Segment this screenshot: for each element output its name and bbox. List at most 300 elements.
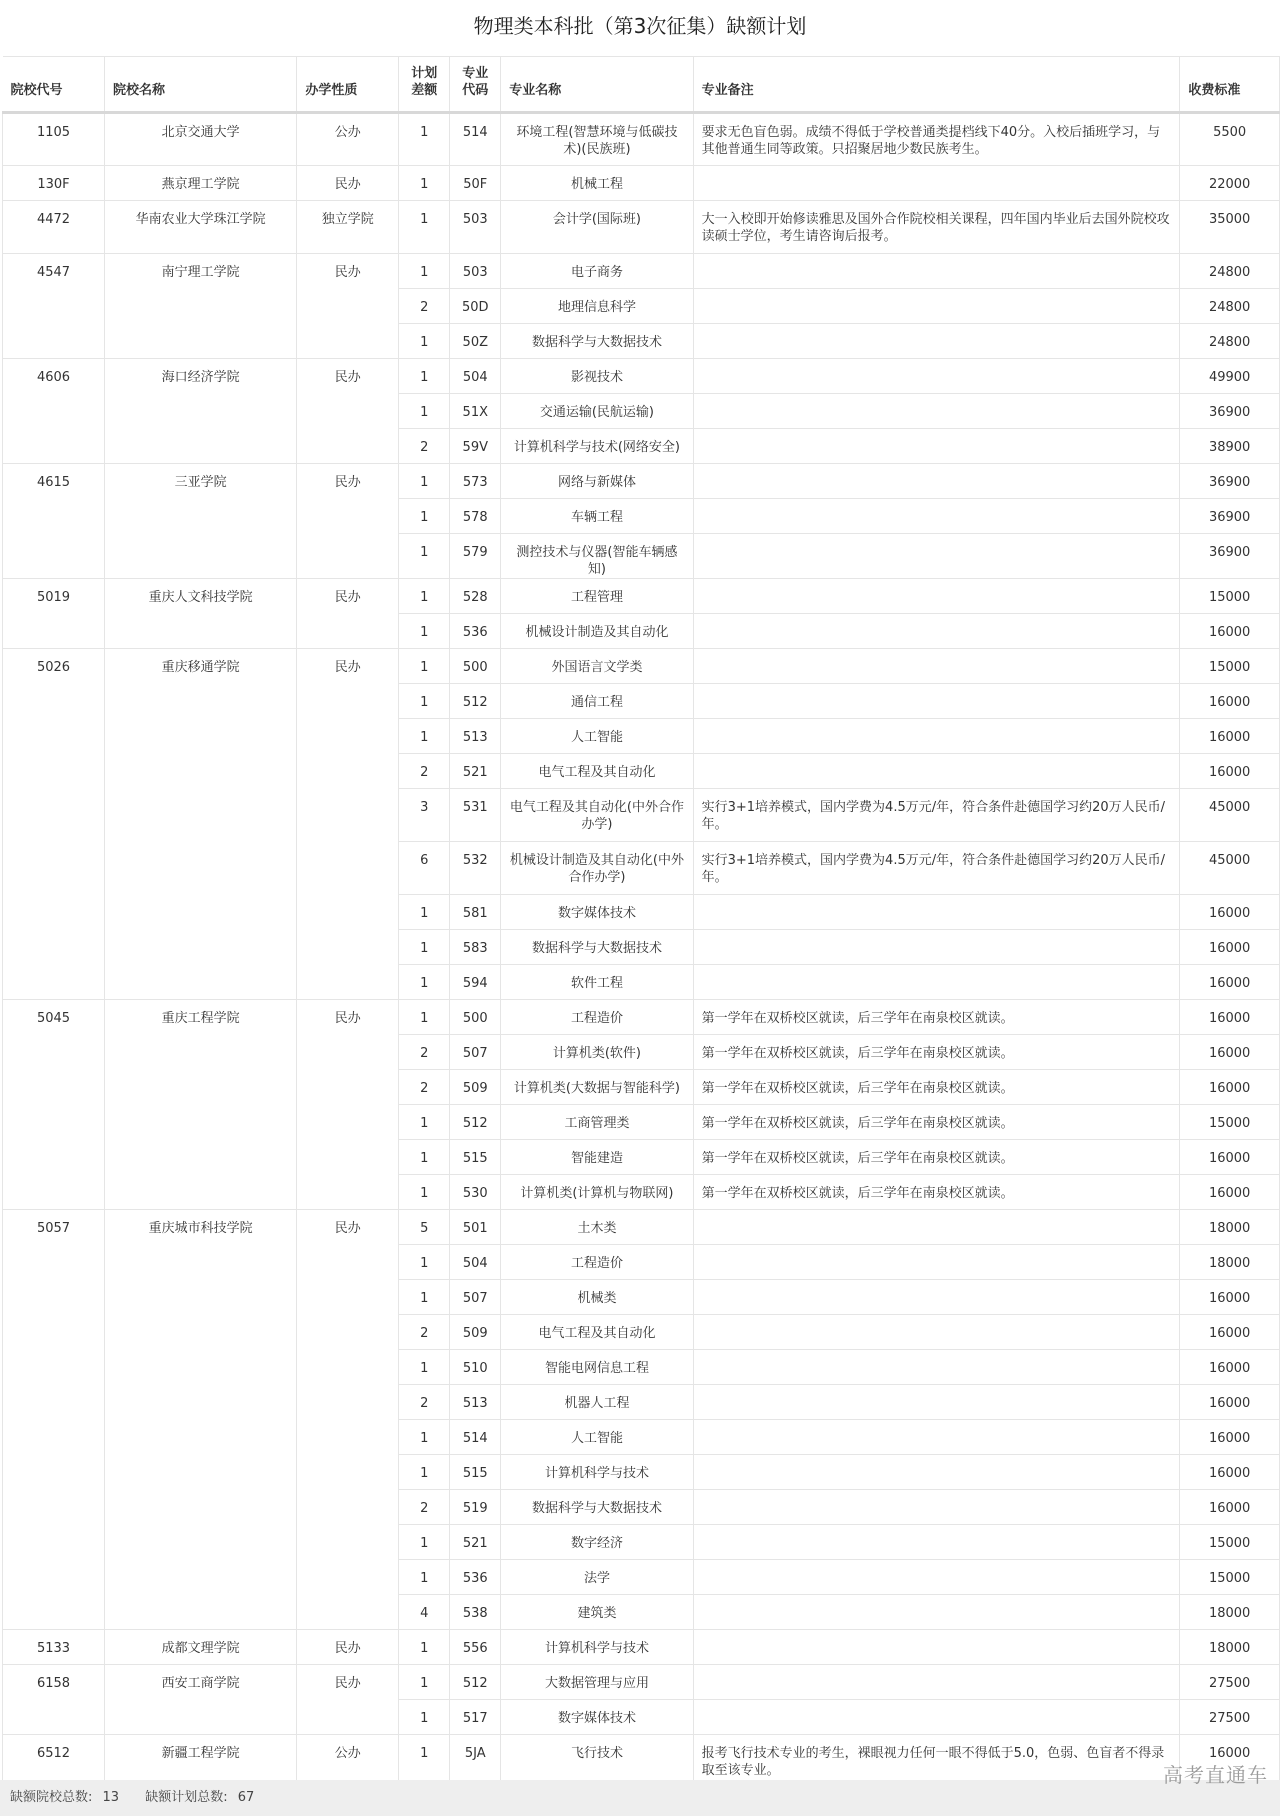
plan-diff: 1 — [420, 1186, 429, 1201]
major-name: 网络与新媒体 — [557, 475, 636, 490]
major-name: 外国语言文学类 — [551, 660, 643, 675]
fee: 16000 — [1208, 695, 1251, 710]
major-name-cell — [501, 895, 693, 930]
fee-cell — [1180, 579, 1280, 614]
major-name: 人工智能 — [570, 1431, 623, 1446]
major-note — [702, 965, 1172, 975]
major-name: 电气工程及其自动化 — [538, 1326, 656, 1341]
fee: 45000 — [1208, 853, 1251, 868]
school-code-cell — [3, 113, 105, 166]
fee: 16000 — [1208, 765, 1251, 780]
fee-cell — [1180, 1420, 1280, 1455]
school-nature: 民办 — [334, 1641, 361, 1656]
school-nature: 民办 — [334, 475, 361, 490]
plan-diff: 1 — [420, 730, 429, 745]
major-code: 50D — [461, 300, 489, 315]
plan-diff: 1 — [420, 625, 429, 640]
plan-diff: 1 — [420, 1151, 429, 1166]
major-name-cell — [501, 1455, 693, 1490]
major-code: 536 — [462, 625, 488, 640]
major-name: 工程造价 — [570, 1256, 623, 1271]
major-name-cell — [501, 1035, 693, 1070]
major-name-cell — [501, 394, 693, 429]
major-name: 工程管理 — [570, 590, 623, 605]
fee-cell — [1180, 1560, 1280, 1595]
school-code: 5026 — [36, 660, 71, 675]
school-nature-cell — [297, 166, 399, 201]
major-code-cell — [450, 1665, 501, 1700]
major-code-cell — [450, 579, 501, 614]
major-note-cell — [693, 1000, 1180, 1035]
major-note-cell — [693, 429, 1180, 464]
major-note: 大一入校即开始修读雅思及国外合作院校相关课程，四年国内毕业后去国外院校攻读硕士学位，考生请咨询后报考。 — [701, 212, 1170, 244]
school-nature-cell — [297, 464, 399, 579]
major-code: 530 — [462, 1186, 488, 1201]
major-code: 509 — [462, 1081, 488, 1096]
major-note: 第一学年在双桥校区就读，后三学年在南泉校区就读。 — [701, 1186, 1014, 1201]
school-code-cell — [3, 359, 105, 464]
fee: 16000 — [1208, 1466, 1251, 1481]
plan-diff: 1 — [420, 1641, 429, 1656]
major-note — [702, 1700, 1172, 1710]
major-code: 50F — [463, 177, 488, 192]
major-note-cell — [693, 201, 1180, 254]
major-name: 数字经济 — [570, 1536, 623, 1551]
plan-diff: 2 — [420, 1326, 429, 1341]
fee: 15000 — [1208, 1536, 1251, 1551]
major-name: 工商管理类 — [564, 1116, 630, 1131]
major-note-cell — [693, 166, 1180, 201]
table-row — [3, 359, 1280, 394]
major-code: 521 — [462, 1536, 488, 1551]
fee: 16000 — [1208, 1746, 1251, 1761]
plan-diff-cell — [399, 754, 450, 789]
major-name: 机械类 — [577, 1291, 617, 1306]
major-note-cell — [693, 464, 1180, 499]
plan-diff-cell — [399, 1525, 450, 1560]
fee: 27500 — [1208, 1711, 1251, 1726]
major-name-cell — [501, 429, 693, 464]
major-name-cell — [501, 1070, 693, 1105]
major-name: 地理信息科学 — [557, 300, 636, 315]
major-note-cell — [693, 254, 1180, 289]
summary-bar — [0, 1780, 1280, 1816]
school-code: 130F — [37, 177, 70, 192]
table-row — [3, 166, 1280, 201]
major-code: 51X — [462, 405, 488, 420]
major-note-cell — [693, 1595, 1180, 1630]
header-major-name: 专业名称 — [501, 57, 693, 113]
major-code: 512 — [462, 695, 488, 710]
school-name-cell — [104, 359, 296, 464]
table-row — [3, 649, 1280, 684]
major-note-cell — [693, 1455, 1180, 1490]
major-name: 计算机科学与技术(网络安全) — [513, 440, 681, 455]
plan-diff: 1 — [420, 1711, 429, 1726]
school-code: 4547 — [36, 265, 71, 280]
fee: 16000 — [1208, 1011, 1251, 1026]
page-title: 物理类本科批（第3次征集）缺额计划 — [473, 14, 807, 38]
major-name: 土木类 — [577, 1221, 617, 1236]
major-name-cell — [501, 614, 693, 649]
plan-diff: 1 — [420, 590, 429, 605]
fee-cell — [1180, 719, 1280, 754]
plan-diff-cell — [399, 1700, 450, 1735]
school-name: 新疆工程学院 — [161, 1746, 240, 1761]
major-code-cell — [450, 464, 501, 499]
major-name-cell — [501, 579, 693, 614]
plan-diff-cell — [399, 965, 450, 1000]
school-code: 6512 — [36, 1746, 71, 1761]
major-note — [702, 429, 1172, 439]
school-nature-cell — [297, 579, 399, 649]
major-code: 514 — [462, 1431, 488, 1446]
major-note-cell — [693, 789, 1180, 842]
plan-diff-cell — [399, 1210, 450, 1245]
plan-diff-cell — [399, 464, 450, 499]
major-note — [702, 930, 1172, 940]
major-code: 532 — [462, 853, 488, 868]
plan-diff-cell — [399, 579, 450, 614]
major-note — [702, 1525, 1172, 1535]
major-note: 要求无色盲色弱。成绩不得低于学校普通类提档线下40分。入校后插班学习，与其他普通生同等政策。只招聚居地少数民族考生。 — [701, 125, 1161, 157]
plan-diff: 1 — [420, 1116, 429, 1131]
plan-diff-cell — [399, 429, 450, 464]
plan-diff: 1 — [420, 1291, 429, 1306]
major-note — [702, 289, 1172, 299]
table-row — [3, 579, 1280, 614]
major-name-cell — [501, 289, 693, 324]
plan-diff: 3 — [420, 800, 429, 815]
major-code: 503 — [462, 265, 488, 280]
major-name-cell — [501, 464, 693, 499]
school-name-cell — [104, 1000, 296, 1210]
major-code-cell — [450, 614, 501, 649]
major-note-cell — [693, 113, 1180, 166]
major-name-cell — [501, 1595, 693, 1630]
major-note — [702, 166, 1172, 176]
fee: 36900 — [1208, 545, 1251, 560]
fee-cell — [1180, 429, 1280, 464]
school-code-cell — [3, 464, 105, 579]
plan-table — [2, 56, 1280, 1788]
fee-cell — [1180, 789, 1280, 842]
plan-diff: 1 — [420, 1536, 429, 1551]
school-name: 海口经济学院 — [161, 370, 240, 385]
table-row — [3, 1630, 1280, 1665]
major-note-cell — [693, 1560, 1180, 1595]
major-code-cell — [450, 1070, 501, 1105]
major-code: 583 — [462, 941, 488, 956]
fee-cell — [1180, 1490, 1280, 1525]
plan-diff-cell — [399, 789, 450, 842]
fee-cell — [1180, 649, 1280, 684]
fee: 16000 — [1208, 1326, 1251, 1341]
fee: 16000 — [1208, 1431, 1251, 1446]
plan-diff: 5 — [420, 1221, 429, 1236]
major-note-cell — [693, 649, 1180, 684]
major-code-cell — [450, 1700, 501, 1735]
plan-diff-cell — [399, 289, 450, 324]
major-note-cell — [693, 1140, 1180, 1175]
school-code-cell — [3, 1630, 105, 1665]
major-code-cell — [450, 1420, 501, 1455]
school-nature-cell — [297, 359, 399, 464]
school-code-cell — [3, 254, 105, 359]
plan-diff-cell — [399, 1280, 450, 1315]
fee: 16000 — [1208, 625, 1251, 640]
school-code: 4615 — [36, 475, 71, 490]
major-code: 528 — [462, 590, 488, 605]
major-name: 法学 — [583, 1571, 610, 1586]
school-code: 5019 — [36, 590, 71, 605]
major-note — [702, 394, 1172, 404]
plan-diff-cell — [399, 895, 450, 930]
major-code-cell — [450, 394, 501, 429]
major-name: 计算机类(计算机与物联网) — [520, 1186, 674, 1201]
major-name-cell — [501, 1560, 693, 1595]
table-row — [3, 1210, 1280, 1245]
table-header-row — [3, 57, 1280, 113]
school-code-cell — [3, 649, 105, 1000]
major-note — [702, 1630, 1172, 1640]
fee: 16000 — [1208, 1081, 1251, 1096]
major-note — [702, 1420, 1172, 1430]
school-code: 1105 — [36, 125, 71, 140]
major-code: 573 — [462, 475, 488, 490]
major-note-cell — [693, 1175, 1180, 1210]
fee-cell — [1180, 113, 1280, 166]
major-code: 5JA — [464, 1746, 486, 1761]
major-name: 数据科学与大数据技术 — [531, 335, 662, 350]
major-code: 536 — [462, 1571, 488, 1586]
plan-diff-cell — [399, 1000, 450, 1035]
major-note: 第一学年在双桥校区就读，后三学年在南泉校区就读。 — [701, 1011, 1014, 1026]
fee: 16000 — [1208, 1186, 1251, 1201]
major-name: 计算机科学与技术 — [544, 1641, 649, 1656]
school-code: 5057 — [36, 1221, 71, 1236]
fee-cell — [1180, 1210, 1280, 1245]
fee-cell — [1180, 754, 1280, 789]
school-nature: 民办 — [334, 1676, 361, 1691]
major-name-cell — [501, 1525, 693, 1560]
fee-cell — [1180, 166, 1280, 201]
fee-cell — [1180, 1070, 1280, 1105]
plan-diff-cell — [399, 394, 450, 429]
table-row — [3, 1665, 1280, 1700]
major-code-cell — [450, 1630, 501, 1665]
fee: 18000 — [1208, 1606, 1251, 1621]
fee: 45000 — [1208, 800, 1251, 815]
major-name-cell — [501, 1420, 693, 1455]
school-code-cell — [3, 201, 105, 254]
fee: 18000 — [1208, 1221, 1251, 1236]
school-code: 4606 — [36, 370, 71, 385]
school-name: 三亚学院 — [174, 475, 227, 490]
major-name-cell — [501, 324, 693, 359]
school-code: 4472 — [36, 212, 71, 227]
fee-cell — [1180, 1000, 1280, 1035]
plan-diff: 1 — [420, 335, 429, 350]
fee: 16000 — [1208, 1361, 1251, 1376]
major-name-cell — [501, 1175, 693, 1210]
major-name-cell — [501, 1490, 693, 1525]
plan-diff: 1 — [420, 125, 429, 140]
fee: 16000 — [1208, 906, 1251, 921]
school-name-cell — [104, 1630, 296, 1665]
header-major-code-line1: 专业 — [462, 66, 489, 81]
major-code: 514 — [462, 125, 488, 140]
major-note — [702, 1455, 1172, 1465]
major-note — [702, 1315, 1172, 1325]
fee: 35000 — [1208, 212, 1251, 227]
major-name-cell — [501, 719, 693, 754]
fee: 49900 — [1208, 370, 1251, 385]
school-name-cell — [104, 254, 296, 359]
major-code: 512 — [462, 1116, 488, 1131]
major-code-cell — [450, 965, 501, 1000]
major-code-cell — [450, 1245, 501, 1280]
major-code-cell — [450, 1140, 501, 1175]
plan-diff-cell — [399, 614, 450, 649]
major-code: 556 — [462, 1641, 488, 1656]
major-code: 594 — [462, 976, 488, 991]
major-code-cell — [450, 1000, 501, 1035]
major-note — [702, 1280, 1172, 1290]
school-name-cell — [104, 201, 296, 254]
major-note-cell — [693, 1385, 1180, 1420]
major-note — [702, 1210, 1172, 1220]
major-note — [702, 1560, 1172, 1570]
plan-diff: 1 — [420, 1361, 429, 1376]
major-code-cell — [450, 1175, 501, 1210]
major-code: 504 — [462, 370, 488, 385]
school-name-cell — [104, 579, 296, 649]
major-code-cell — [450, 1210, 501, 1245]
major-name: 通信工程 — [570, 695, 623, 710]
major-name: 大数据管理与应用 — [544, 1676, 649, 1691]
major-note — [702, 579, 1172, 589]
major-code-cell — [450, 499, 501, 534]
major-note-cell — [693, 684, 1180, 719]
plan-diff-cell — [399, 1420, 450, 1455]
major-note-cell — [693, 614, 1180, 649]
plan-diff: 2 — [420, 440, 429, 455]
major-note-cell — [693, 1280, 1180, 1315]
major-note-cell — [693, 1210, 1180, 1245]
school-nature: 民办 — [334, 660, 361, 675]
fee-cell — [1180, 1175, 1280, 1210]
major-name: 机械设计制造及其自动化 — [525, 625, 669, 640]
table-row — [3, 113, 1280, 166]
plan-diff-cell — [399, 1315, 450, 1350]
plan-diff: 1 — [420, 1466, 429, 1481]
fee: 15000 — [1208, 660, 1251, 675]
school-nature-cell — [297, 113, 399, 166]
fee-cell — [1180, 464, 1280, 499]
plan-diff: 1 — [420, 1431, 429, 1446]
major-name: 机械工程 — [570, 177, 623, 192]
fee: 16000 — [1208, 1291, 1251, 1306]
major-note — [702, 649, 1172, 659]
plan-diff-cell — [399, 842, 450, 895]
major-name-cell — [501, 201, 693, 254]
plan-diff-cell — [399, 499, 450, 534]
major-name: 数字媒体技术 — [557, 906, 636, 921]
major-name: 车辆工程 — [570, 510, 623, 525]
school-nature: 民办 — [334, 177, 361, 192]
major-code: 531 — [462, 800, 488, 815]
major-code: 513 — [462, 730, 488, 745]
school-nature: 民办 — [334, 1221, 361, 1236]
school-nature: 民办 — [334, 1011, 361, 1026]
fee: 16000 — [1208, 1046, 1251, 1061]
fee-cell — [1180, 930, 1280, 965]
fee: 18000 — [1208, 1641, 1251, 1656]
plan-diff-cell — [399, 1175, 450, 1210]
school-name: 重庆工程学院 — [161, 1011, 240, 1026]
school-name-cell — [104, 1665, 296, 1735]
table-row — [3, 254, 1280, 289]
major-name: 飞行技术 — [570, 1746, 623, 1761]
major-code-cell — [450, 842, 501, 895]
plan-diff: 1 — [420, 976, 429, 991]
table-row — [3, 201, 1280, 254]
major-code: 50Z — [462, 335, 488, 350]
school-name: 燕京理工学院 — [161, 177, 240, 192]
fee-cell — [1180, 201, 1280, 254]
plan-diff: 1 — [420, 1571, 429, 1586]
major-code: 510 — [462, 1361, 488, 1376]
plan-diff: 2 — [420, 1081, 429, 1096]
major-code-cell — [450, 1315, 501, 1350]
fee: 24800 — [1208, 335, 1251, 350]
major-name-cell — [501, 359, 693, 394]
school-nature: 民办 — [334, 590, 361, 605]
major-name-cell — [501, 534, 693, 579]
plan-diff-cell — [399, 359, 450, 394]
plan-diff: 1 — [420, 1676, 429, 1691]
fee-cell — [1180, 1595, 1280, 1630]
fee: 24800 — [1208, 300, 1251, 315]
major-name-cell — [501, 1245, 693, 1280]
header-plan-diff-line1: 计划 — [411, 66, 438, 81]
major-note: 实行3+1培养模式，国内学费为4.5万元/年，符合条件赴德国学习约20万人民币/年。 — [701, 800, 1166, 832]
major-note — [702, 254, 1172, 264]
plan-table-container — [2, 56, 1280, 1788]
fee-cell — [1180, 289, 1280, 324]
major-code-cell — [450, 1280, 501, 1315]
fee-cell — [1180, 1665, 1280, 1700]
major-name: 电气工程及其自动化(中外合作办学) — [509, 800, 684, 832]
fee-cell — [1180, 359, 1280, 394]
major-code: 579 — [462, 545, 488, 560]
major-note — [702, 1665, 1172, 1675]
school-name: 北京交通大学 — [161, 125, 240, 140]
major-name: 影视技术 — [570, 370, 623, 385]
major-note — [702, 1595, 1172, 1605]
fee-cell — [1180, 895, 1280, 930]
fee-cell — [1180, 1350, 1280, 1385]
header-major-code-line2: 代码 — [462, 83, 489, 98]
school-code: 5045 — [36, 1011, 71, 1026]
school-name: 重庆移通学院 — [161, 660, 240, 675]
fee: 36900 — [1208, 475, 1251, 490]
major-name-cell — [501, 842, 693, 895]
major-note-cell — [693, 1630, 1180, 1665]
school-name-cell — [104, 464, 296, 579]
major-code: 519 — [462, 1501, 488, 1516]
